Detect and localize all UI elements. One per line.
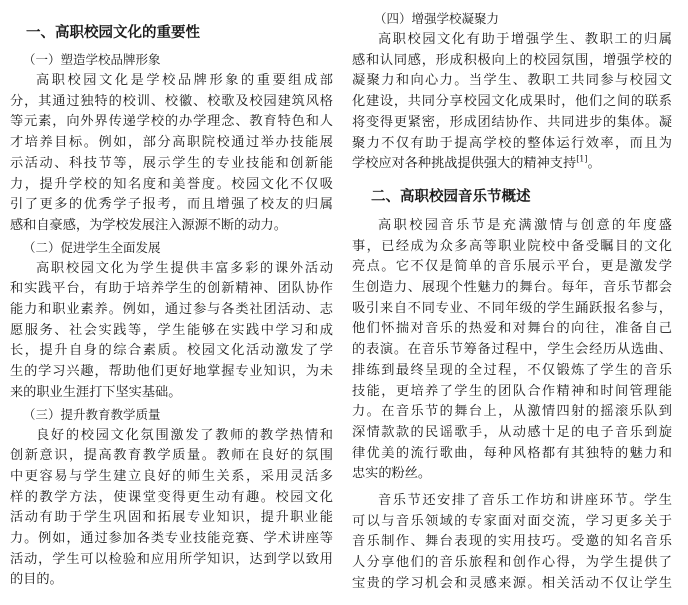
text-line: 样的教学方法，使课堂变得更生动有趣。校园文化 xyxy=(10,489,333,505)
text-line: 的表演。在音乐节筹备过程中，学生会经历从选曲、 xyxy=(352,342,672,358)
paragraph-development xyxy=(10,259,333,404)
text-line: 才培养目标。例如，部分高职院校通过举办技能展 xyxy=(10,135,333,151)
text-line: 生的学习兴趣，帮助他们更好地掌握专业知识，为未 xyxy=(10,364,333,380)
text-line: 技能，更培养了学生的团队合作精神和时间管理能 xyxy=(352,383,672,399)
text-line xyxy=(352,154,672,175)
text-line: 和实践平台，有助于培养学生的创新精神、团队协作 xyxy=(10,281,333,297)
text-line: 人分享他们的音乐旅程和创作心得，为学生提供了 xyxy=(352,555,672,571)
citation-marker: [1] xyxy=(576,154,588,164)
text-line: 聚力不仅有助于提高学校的整体运行效率，而且为 xyxy=(352,135,672,151)
text-line: 亮点。它不仅是简单的音乐展示平台，更是激发学 xyxy=(352,259,672,275)
text-line: 中更容易与学生建立良好的师生关系，采用灵活多 xyxy=(10,468,333,484)
text-span: 学校应对各种挑战提供强大的精神支持 xyxy=(352,156,577,172)
text-line: 高职校园文化为学生提供丰富多彩的课外活动 xyxy=(36,260,333,276)
text-line: 引了更多的优秀学子报考，而且增强了校友的归属 xyxy=(10,197,333,213)
text-line: 吸引来自不同专业、不同年级的学生踊跃报名参与， xyxy=(352,300,672,316)
text-line: 力。在音乐节的舞台上，从激情四射的摇滚乐队到 xyxy=(352,404,672,420)
paragraph-workshops xyxy=(352,491,672,595)
text-line: 示活动、科技节等，展示学生的专业技能和创新能 xyxy=(10,155,333,171)
text-line: 忠实的粉丝。 xyxy=(352,466,432,482)
text-line: 音乐制作、舞台表现的实用技巧。受邀的知名音乐 xyxy=(352,534,672,550)
text-line: 化建设，共同分享校园文化成果时，他们之间的联系 xyxy=(352,94,672,110)
text-line: 感和自豪感，为学校发展注入源源不断的动力。 xyxy=(10,217,287,233)
right-column xyxy=(352,0,672,595)
text-line: 等元素，向外界传递学校的办学理念、教育特色和人 xyxy=(10,114,333,130)
text-line: 力，提升学校的知名度和美誉度。校园文化不仅吸 xyxy=(10,176,333,192)
text-line: 生创造力、展现个性魅力的舞台。每年，音乐节都会 xyxy=(352,280,672,296)
text-line: 宝贵的学习机会和灵感来源。相关活动不仅让学生 xyxy=(352,575,672,591)
section-title-importance: 一、高职校园文化的重要性 xyxy=(26,25,200,41)
end-punctuation: 。 xyxy=(587,156,601,172)
text-line: 高职校园文化有助于增强学生、教职工的归属 xyxy=(378,32,672,47)
text-line: 的目的。 xyxy=(10,572,63,588)
subsection-title-development: （二）促进学生全面发展 xyxy=(23,239,161,255)
text-line: 良好的校园文化氛围激发了教师的教学热情和 xyxy=(36,427,333,443)
text-line: 将变得更紧密，形成团结协作、共同进步的集体。凝 xyxy=(352,114,672,130)
text-line: 活动，学生可以检验和应用所学知识，达到学以致用 xyxy=(10,551,333,567)
paragraph-cohesion xyxy=(352,30,672,175)
text-line: 活动有助于学生巩固和拓展专业知识，提升职业能 xyxy=(10,510,333,526)
text-line: 来的职业生涯打下坚实基础。 xyxy=(10,384,182,400)
text-line: 高职校园音乐节是充满激情与创意的年度盛 xyxy=(378,217,672,233)
text-line: 力。例如，通过参加各类专业技能竞赛、学术讲座等 xyxy=(10,531,333,547)
section-title-music-festival: 二、高职校园音乐节概述 xyxy=(371,188,531,205)
text-line: 高职校园文化是学校品牌形象的重要组成部 xyxy=(36,73,333,88)
text-line: 律优美的流行歌曲，每种风格都有其独特的魅力和 xyxy=(352,445,672,461)
text-line: 排练到最终呈现的全过程，不仅锻炼了学生的音乐 xyxy=(352,362,672,378)
subsection-title-brand: （一）塑造学校品牌形象 xyxy=(23,52,161,67)
paragraph-teaching xyxy=(10,426,333,592)
text-line: 他们怀揣对音乐的热爱和对舞台的向往，准备自己 xyxy=(352,321,672,337)
paragraph-festival-overview xyxy=(352,216,672,485)
text-line: 事，已经成为众多高等职业院校中备受瞩目的文化 xyxy=(352,238,672,254)
text-line: 凝聚力和向心力。当学生、教职工共同参与校园文 xyxy=(352,73,672,89)
text-line: 可以与音乐领域的专家面对面交流，学习更多关于 xyxy=(352,513,672,529)
paragraph-brand xyxy=(10,71,333,237)
left-column xyxy=(10,0,333,591)
text-line: 能力和职业素养。例如，通过参与各类社团活动、志 xyxy=(10,302,333,318)
text-line: 长，提升自身的综合素质。校园文化活动激发了学 xyxy=(10,343,333,359)
text-line: 愿服务、社会实践等，学生能够在实践中学习和成 xyxy=(10,322,333,338)
subsection-title-teaching: （三）提升教育教学质量 xyxy=(23,406,161,422)
text-line: 深情款款的民谣歌手，从动感十足的电子音乐到旋 xyxy=(352,424,672,440)
text-line: 分，其通过独特的校训、校徽、校歌及校园建筑风格 xyxy=(10,93,333,109)
subsection-title-cohesion: （四）增强学校凝聚力 xyxy=(374,11,500,26)
text-line: 音乐节还安排了音乐工作坊和讲座环节。学生 xyxy=(378,493,672,509)
text-line: 感和认同感，形成积极向上的校园氛围，增强学校的 xyxy=(352,52,672,68)
text-line: 创新意识，提高教育教学质量。教师在良好的氛围 xyxy=(10,448,333,464)
